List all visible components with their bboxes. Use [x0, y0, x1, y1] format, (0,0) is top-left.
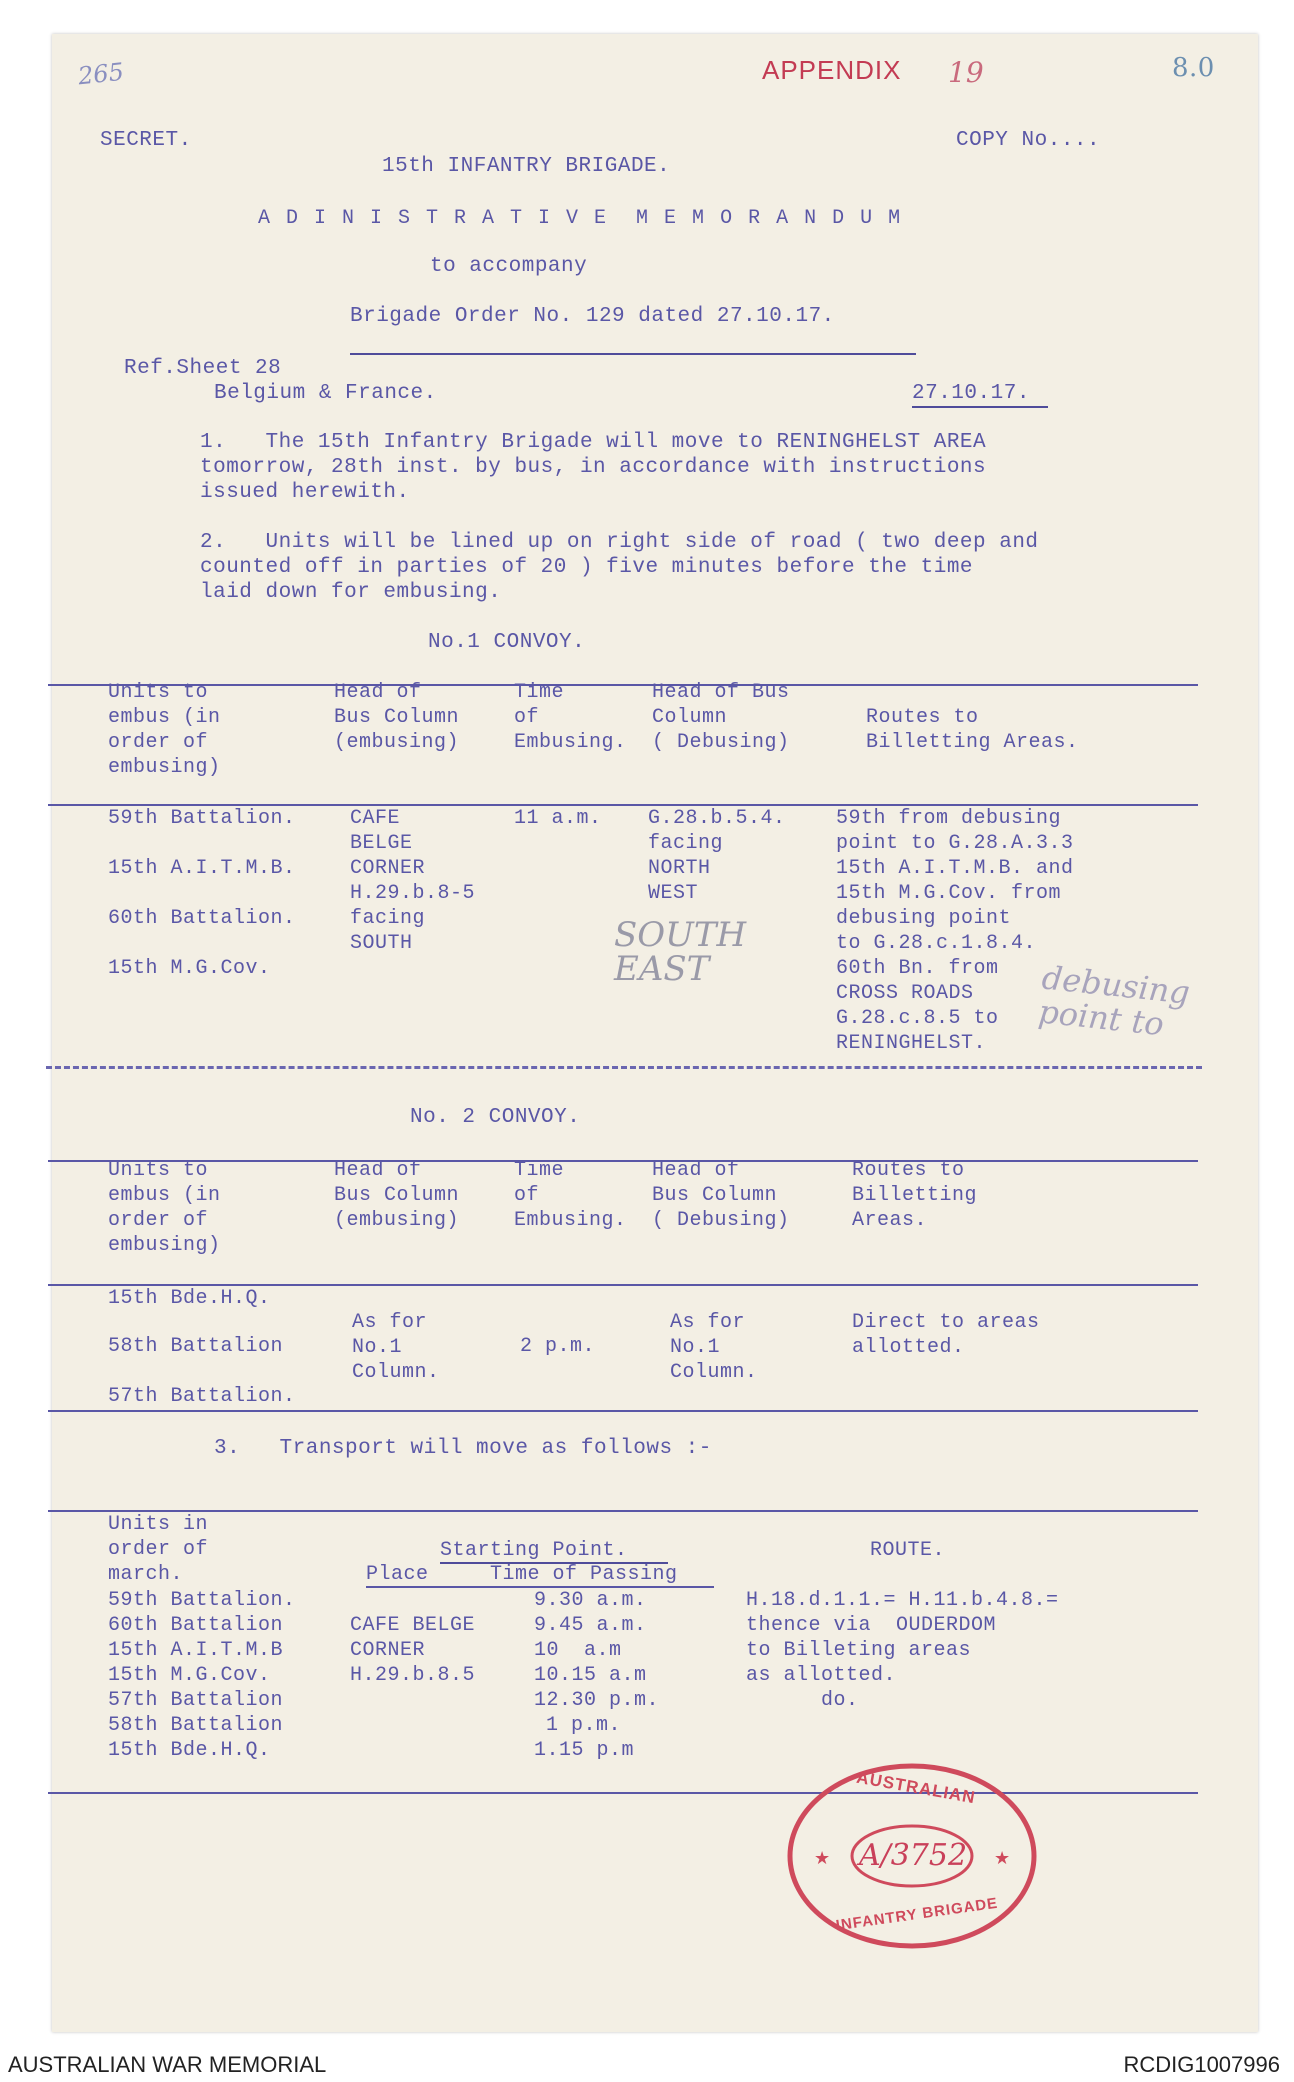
transport-header-units: Units in order of march.: [108, 1513, 209, 1586]
convoy-1-header-units: Units to embus (in order of embusing): [108, 681, 221, 779]
convoy-2-bottom-rule: [48, 1410, 1198, 1412]
brigade-stamp: [782, 1756, 1042, 1956]
convoy-1-head-debus: G.28.b.5.4. facing NORTH WEST: [648, 807, 786, 905]
to-accompany: to accompany: [430, 255, 588, 278]
convoy-2-unit: 58th Battalion: [108, 1335, 284, 1358]
secret-label: SECRET.: [100, 129, 192, 152]
date-underline: [912, 406, 1048, 408]
transport-unit: 60th Battalion: [108, 1614, 284, 1637]
convoy-2-header-units: Units to embus (in order of embusing): [108, 1159, 221, 1257]
svg-text:★: ★: [814, 1848, 831, 1869]
convoy-1-header-head-debus: Head of Bus Column ( Debusing): [652, 681, 790, 754]
convoy-2-head-embus: As for No.1 Column.: [352, 1311, 440, 1384]
convoy-1-header-head-embus: Head of Bus Column (embusing): [334, 681, 460, 754]
convoy-2-header-routes: Routes to Billetting Areas.: [852, 1159, 978, 1232]
convoy-1-unit: 15th M.G.Cov.: [108, 957, 271, 980]
convoy-2-time: 2 p.m.: [520, 1335, 596, 1358]
convoy-1-unit: 59th Battalion.: [108, 807, 296, 830]
transport-unit: 15th A.I.T.M.B: [108, 1639, 284, 1662]
page-number-right: 8.0: [1172, 53, 1215, 83]
stamp-bottom-text: INFANTRY BRIGADE: [834, 1894, 1000, 1935]
stamp-number: A/3752: [858, 1838, 968, 1873]
transport-time: 1 p.m.: [546, 1714, 622, 1737]
transport-intro: 3. Transport will move as follows :-: [214, 1437, 712, 1460]
convoy-2-head-debus: As for No.1 Column.: [670, 1311, 758, 1384]
transport-time: 12.30 p.m.: [534, 1689, 660, 1712]
transport-header-route: ROUTE.: [870, 1539, 946, 1562]
memo-title: A D I N I S T R A T I V E M E M O R A N D U M: [258, 207, 903, 230]
order-reference: Brigade Order No. 129 dated 27.10.17.: [350, 305, 835, 328]
convoy-1-header-routes: Routes to Billetting Areas.: [866, 706, 1079, 754]
convoy-1-routes: 59th from debusing point to G.28.A.3.3 15th A.I.T.M.B. and 15th M.G.Cov. from debusing point to G.28.c.1.8.4. 60th Bn. from CROSS ROADS G.28.c.8.5 to RENINGHELST.: [836, 807, 1074, 1055]
transport-header-starting-point: Starting Point.: [440, 1539, 628, 1562]
appendix-number: 19: [948, 56, 984, 89]
stamp-top-text: AUSTRALIAN: [855, 1767, 978, 1808]
convoy-2-header-head-debus: Head of Bus Column ( Debusing): [652, 1159, 790, 1232]
transport-unit: 58th Battalion: [108, 1714, 284, 1737]
transport-time: 10.15 a.m: [534, 1664, 647, 1687]
transport-header-time: Time of Passing: [490, 1563, 678, 1586]
brigade-title: 15th INFANTRY BRIGADE.: [382, 155, 671, 178]
transport-top-rule: [48, 1510, 1198, 1512]
transport-unit: 57th Battalion: [108, 1689, 284, 1712]
convoy-1-unit: 60th Battalion.: [108, 907, 296, 930]
transport-time: 9.45 a.m.: [534, 1614, 647, 1637]
transport-route: H.18.d.1.1.= H.11.b.4.8.= thence via OUDERDOM to Billeting areas as allotted. do.: [746, 1589, 1059, 1712]
region: Belgium & France.: [214, 382, 437, 405]
convoy-1-title: No.1 CONVOY.: [428, 631, 586, 654]
convoy-2-unit: 57th Battalion.: [108, 1385, 296, 1408]
handwritten-south-east: SOUTH EAST: [614, 915, 747, 989]
convoy-2-header-head-embus: Head of Bus Column (embusing): [334, 1159, 460, 1232]
convoy-2-unit: 15th Bde.H.Q.: [108, 1287, 271, 1310]
copy-number: COPY No....: [956, 129, 1101, 152]
transport-place: CAFE BELGE CORNER H.29.b.8.5: [350, 1614, 476, 1687]
convoy-divider: [46, 1066, 1202, 1069]
paragraph-2: 2. Units will be lined up on right side of road ( two deep and counted off in parties of 20 ) five minutes before the time laid down for embusing.: [200, 531, 1039, 604]
footer-source: AUSTRALIAN WAR MEMORIAL: [8, 2052, 327, 2077]
transport-time: 1.15 p.m: [534, 1739, 635, 1762]
svg-text:★: ★: [994, 1848, 1011, 1869]
convoy-1-time: 11 a.m.: [514, 807, 602, 830]
convoy-1-head-embus: CAFE BELGE CORNER H.29.b.8-5 facing SOUTH: [350, 807, 476, 955]
convoy-1-header-time: Time of Embusing.: [514, 681, 627, 754]
convoy-1-unit: 15th A.I.T.M.B.: [108, 857, 296, 880]
page-number-left: 265: [76, 57, 126, 91]
transport-time: 9.30 a.m.: [534, 1589, 647, 1612]
memo-date: 27.10.17.: [912, 382, 1030, 405]
transport-unit: 59th Battalion.: [108, 1589, 296, 1612]
transport-unit: 15th Bde.H.Q.: [108, 1739, 271, 1762]
ref-sheet: Ref.Sheet 28: [124, 357, 282, 380]
convoy-2-routes: Direct to areas allotted.: [852, 1311, 1040, 1359]
transport-time: 10 a.m: [534, 1639, 622, 1662]
transport-unit: 15th M.G.Cov.: [108, 1664, 271, 1687]
appendix-label: APPENDIX: [762, 55, 902, 85]
convoy-2-header-time: Time of Embusing.: [514, 1159, 627, 1232]
footer-id: RCDIG1007996: [1123, 2052, 1280, 2077]
order-underline: [350, 353, 916, 355]
convoy-2-title: No. 2 CONVOY.: [410, 1106, 581, 1129]
paragraph-1: 1. The 15th Infantry Brigade will move to RENINGHELST AREA tomorrow, 28th inst. by bus, in accordance with instructions issued herewith.: [200, 431, 987, 504]
transport-header-place: Place: [366, 1563, 429, 1586]
handwritten-margin-note: debusing point to: [1036, 958, 1192, 1044]
